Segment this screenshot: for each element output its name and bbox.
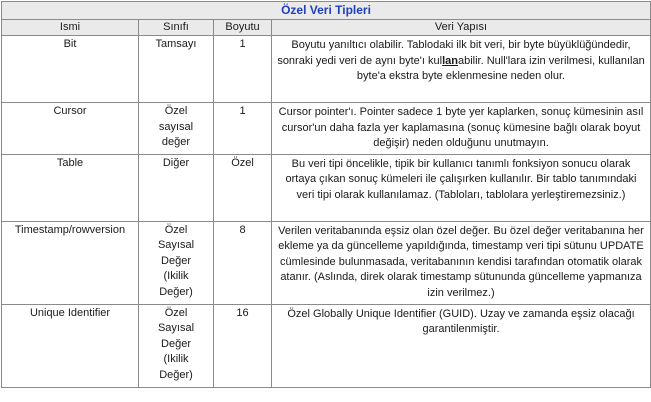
row-class-line: Değer <box>161 337 191 350</box>
row-class-line: Değer <box>161 254 191 267</box>
row-description: Bu veri tipi öncelikle, tipik bir kullanıcı tanımlı fonksiyon sonucu olarak ortaya çıkan sonuç kümeleri ile çalışırken kullanılır. Bir tablo tanımındaki veri tipi olarak kullanılamaz. (Tabloları, tablolara yerleştiremezsiniz.) <box>272 154 651 221</box>
table-row <box>2 221 651 304</box>
row-name: Cursor <box>2 103 139 155</box>
row-class-line: (Ikilik <box>163 353 189 365</box>
row-class-line: Sayısal <box>157 322 195 334</box>
row-class-line: Özel <box>164 105 188 117</box>
desc-text: Boyutu yanıltıcı olabilir. Tablodaki ilk bit veri, bir byte büyüklüğündedir, sonraki yedi veri de aynı byte'ı kul <box>277 39 631 67</box>
row-size: 1 <box>214 103 272 155</box>
table-row <box>2 36 651 103</box>
row-class-line: Değer) <box>159 368 193 381</box>
row-class-line: sayısal <box>158 120 194 133</box>
table-row <box>2 103 651 155</box>
row-class <box>139 221 214 304</box>
row-class-line: (Ikilik <box>163 270 189 282</box>
row-class <box>139 154 214 221</box>
row-class-line: Sayısal <box>157 239 195 251</box>
row-class-line: Diğer <box>162 156 190 169</box>
row-name: Timestamp/rowversion <box>2 221 139 304</box>
desc-text: abilir. Null'lara izin verilmesi, kullanılan byte'a ekstra byte eklenmesine neden olur. <box>356 54 645 82</box>
row-class <box>139 304 214 387</box>
desc-emphasis: lan <box>442 54 458 67</box>
data-types-table <box>1 1 651 388</box>
row-size: 8 <box>214 221 272 304</box>
row-class-line: Özel <box>164 306 188 319</box>
row-class-line: değer <box>161 136 191 148</box>
row-name: Bit <box>2 36 139 103</box>
header-structure: Veri Yapısı <box>272 20 651 36</box>
row-size: Özel <box>214 154 272 221</box>
row-class <box>139 36 214 103</box>
table-row <box>2 304 651 387</box>
row-size: 16 <box>214 304 272 387</box>
row-name: Table <box>2 154 139 221</box>
header-size: Boyutu <box>214 20 272 36</box>
row-class-line: Tamsayı <box>155 38 197 50</box>
row-name: Unique Identifier <box>2 304 139 387</box>
row-description: Cursor pointer'ı. Pointer sadece 1 byte yer kaplarken, sonuç kümesinin asıl cursor'un daha fazla yer kaplamasına (sonuç kümesine bağlı olarak boyut değişir) neden olduğunu unutmayın. <box>272 103 651 155</box>
row-class <box>139 103 214 155</box>
row-class-line: Özel <box>164 223 188 236</box>
row-description: Özel Globally Unique Identifier (GUID). Uzay ve zamanda eşsiz olacağı garantilenmiştir. <box>272 304 651 387</box>
row-description: Verilen veritabanında eşsiz olan özel değer. Bu özel değer veritabanına her ekleme ya da güncelleme yapıldığında, timestamp veri tipi sütunu UPDATE cümlesinde bulunmasada, veritabanının kendisi tarafından otomatik olarak atanır. (Aslında, direk olarak timestamp sütununda güncelleme yapmanıza izin verilmez.) <box>272 221 651 304</box>
header-name: Ismi <box>2 20 139 36</box>
table-title: Özel Veri Tipleri <box>2 2 651 20</box>
row-size: 1 <box>214 36 272 103</box>
row-description <box>272 36 651 103</box>
header-row <box>2 20 651 36</box>
table-row <box>2 154 651 221</box>
row-class-line: Değer) <box>159 285 193 298</box>
header-class: Sınıfı <box>139 20 214 36</box>
